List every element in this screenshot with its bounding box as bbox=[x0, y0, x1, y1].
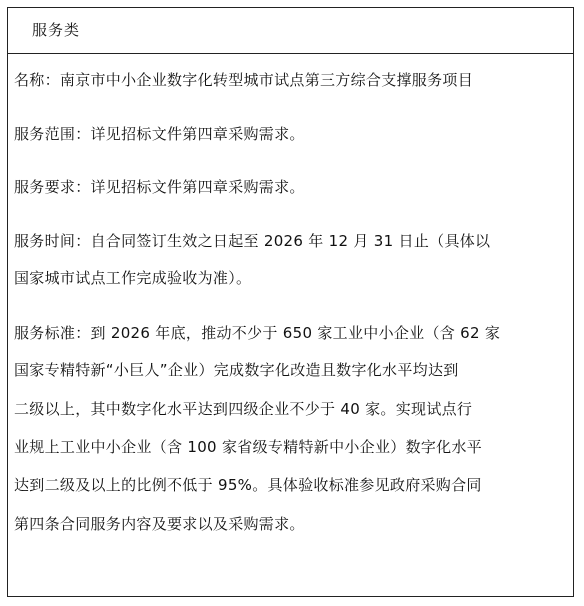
table-body-cell bbox=[8, 54, 573, 596]
document-table bbox=[7, 7, 574, 597]
service-standard-line-2: 国家专精特新“小巨人”企业）完成数字化改造且数字化水平均达到 bbox=[14, 361, 459, 379]
table-header-row bbox=[8, 8, 573, 54]
project-name-line: 名称：南京市中小企业数字化转型城市试点第三方综合支撑服务项目 bbox=[14, 71, 474, 89]
service-standard-line-4: 业规上工业中小企业（含 100 家省级专精特新中小企业）数字化水平 bbox=[14, 438, 483, 456]
service-time-line-1: 服务时间：自合同签订生效之日起至 2026 年 12 月 31 日止（具体以 bbox=[14, 232, 491, 250]
section-title: 服务类 bbox=[32, 21, 81, 39]
service-scope-line: 服务范围：详见招标文件第四章采购需求。 bbox=[14, 125, 305, 143]
service-requirement-line: 服务要求：详见招标文件第四章采购需求。 bbox=[14, 178, 305, 196]
service-standard-line-3: 二级以上，其中数字化水平达到四级企业不少于 40 家。实现试点行 bbox=[14, 400, 473, 418]
service-standard-line-1: 服务标准：到 2026 年底，推动不少于 650 家工业中小企业（含 62 家 bbox=[14, 324, 501, 342]
service-standard-line-6: 第四条合同服务内容及要求以及采购需求。 bbox=[14, 515, 305, 533]
service-standard-line-5: 达到二级及以上的比例不低于 95%。具体验收标准参见政府采购合同 bbox=[14, 476, 482, 494]
service-time-line-2: 国家城市试点工作完成验收为准）。 bbox=[14, 269, 252, 287]
